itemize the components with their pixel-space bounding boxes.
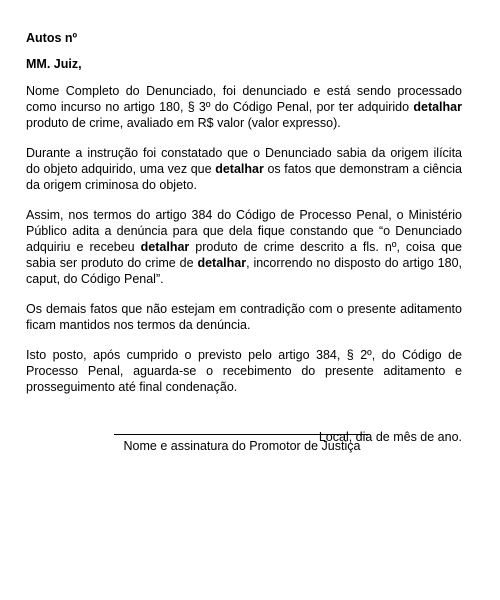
signature-line (114, 434, 370, 435)
paragraph-text: Nome Completo do Denunciado, foi denunciado e está sendo processado como incurso no artigo 180, § 3º do Código Penal, por ter adquirido (26, 84, 462, 114)
paragraph-5 (26, 347, 462, 395)
paragraph-4 (26, 301, 462, 333)
paragraph-text: Durante a instrução foi constatado que o Denunciado sabia da origem ilícita do objeto adquirido, uma vez que (26, 146, 462, 176)
case-number-label: Autos nº (26, 31, 78, 45)
signature-label: Nome e assinatura do Promotor de Justiça (123, 439, 361, 453)
signature-block (114, 434, 370, 454)
paragraph-2 (26, 145, 462, 193)
placeholder-term: detalhar (413, 100, 462, 114)
placeholder-term: detalhar (140, 240, 190, 254)
salutation: MM. Juiz, (26, 57, 82, 71)
paragraph-text: Assim, nos termos do artigo 384 do Código de Processo Penal, o Ministério Público adita a denúncia para que dela fique constando que “o Denunciado adquiriu e recebeu (26, 208, 462, 254)
document-body (26, 30, 462, 445)
placeholder-term: detalhar (197, 256, 247, 270)
paragraph-text: Os demais fatos que não estejam em contradição com o presente aditamento ficam mantidos nos termos da denúncia. (26, 302, 462, 332)
paragraph-1 (26, 83, 462, 131)
paragraph-text: produto de crime descrito a fls. nº, coisa que sabia ser produto do crime de (26, 240, 462, 270)
placeholder-term: detalhar (215, 162, 264, 176)
paragraph-3 (26, 207, 462, 287)
paragraph-text: Isto posto, após cumprido o previsto pelo artigo 384, § 2º, do Código de Processo Penal, aguarda-se o recebimento do presente aditamento e prosseguimento até final condenação. (26, 348, 462, 394)
paragraph-text: os fatos que demonstram a ciência da origem criminosa do objeto. (26, 162, 463, 192)
place-date: Local, dia de mês de ano. (318, 430, 462, 444)
paragraph-text: produto de crime, avaliado em R$ valor (valor expresso). (26, 116, 341, 130)
paragraph-text: , incorrendo no disposto do artigo 180, caput, do Código Penal”. (26, 256, 463, 286)
